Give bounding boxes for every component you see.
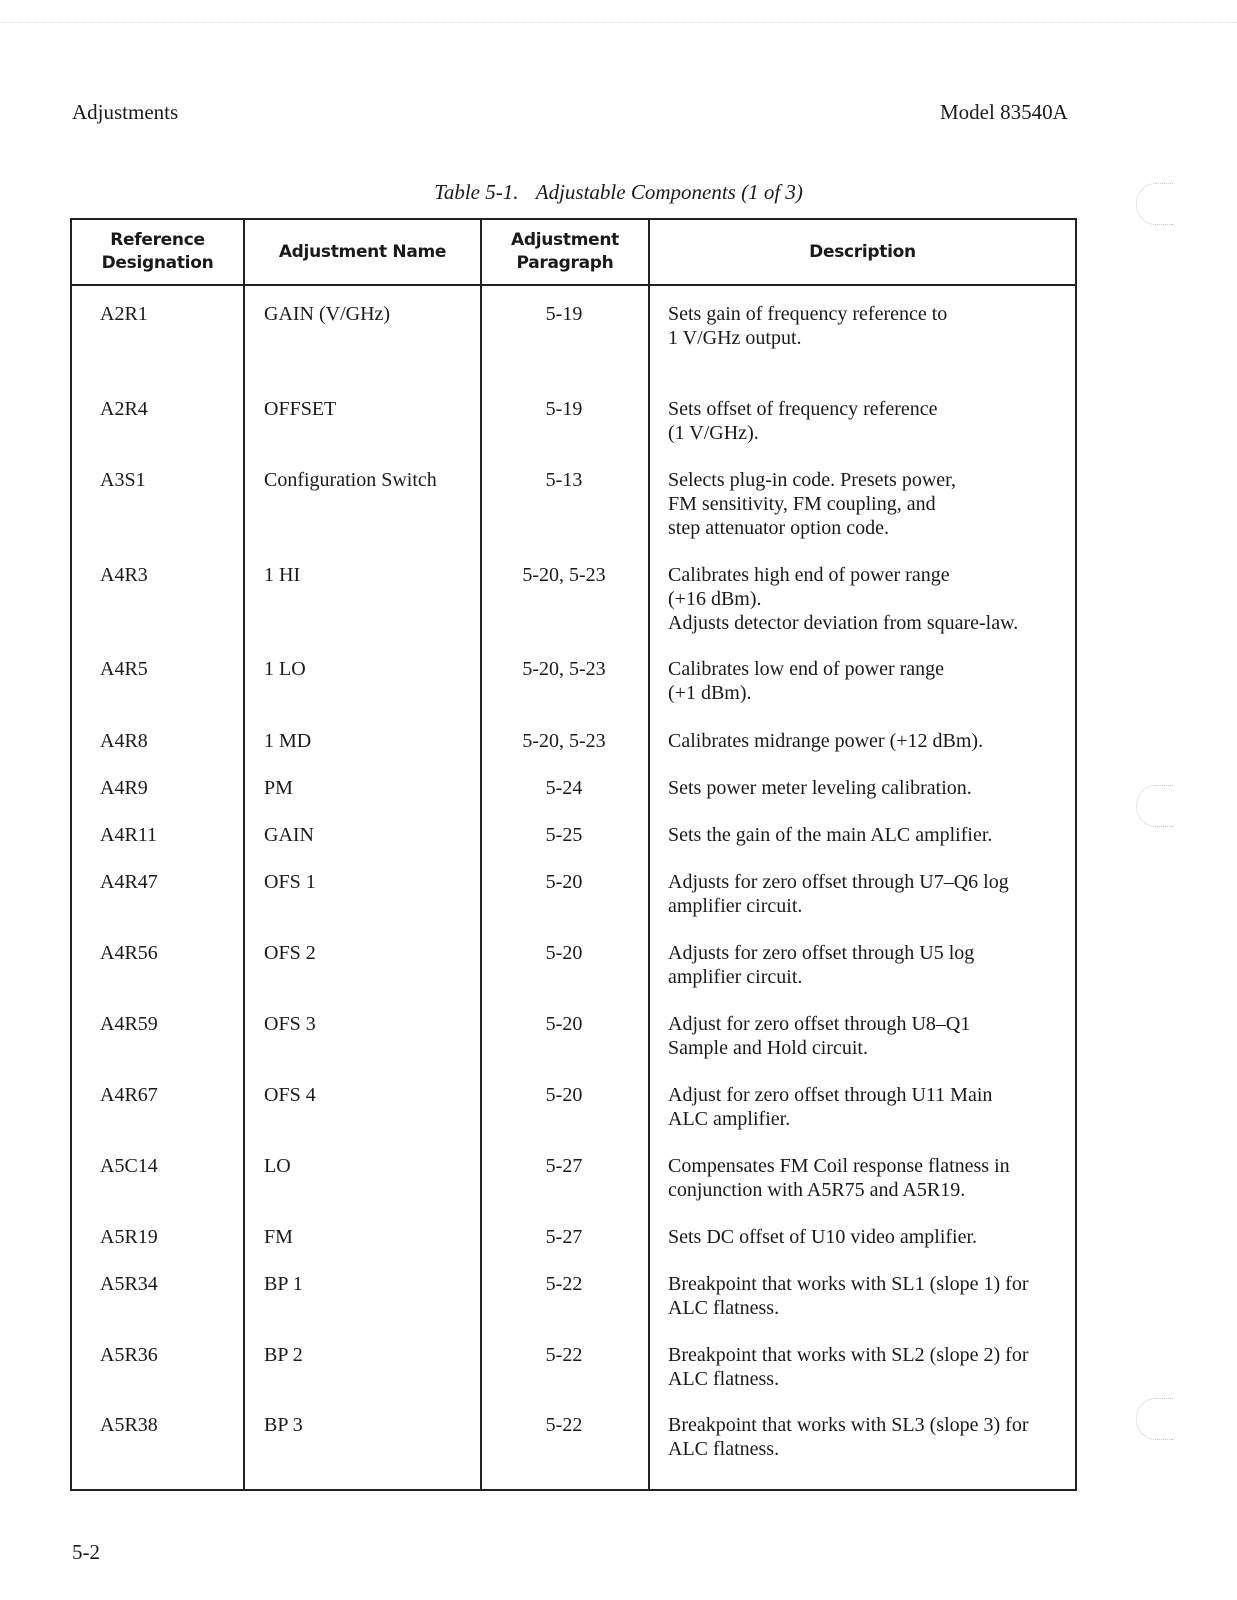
adjustment-name-cell: GAIN (V/GHz): [264, 303, 391, 325]
reference-designation-cell: A2R1: [100, 303, 148, 325]
column-header-adjustment-name: Adjustment Name: [278, 241, 447, 262]
binder-hole: [1136, 1398, 1173, 1440]
adjustment-paragraph-cell: 5-22: [545, 1344, 583, 1366]
scan-top-edge: [0, 22, 1237, 23]
description-cell: Sets offset of frequency reference (1 V/GHz).: [668, 398, 938, 444]
adjustment-paragraph-cell: 5-19: [545, 303, 583, 325]
adjustment-name-cell: BP 2: [264, 1344, 303, 1366]
column-header-adjustment-paragraph: Adjustment Paragraph: [511, 230, 619, 273]
description-cell: Adjusts for zero offset through U7–Q6 log amplifier circuit.: [668, 871, 1009, 917]
adjustment-paragraph-cell: 5-20: [545, 871, 583, 893]
adjustment-name-cell: OFFSET: [264, 398, 337, 420]
adjustment-paragraph-cell: 5-13: [545, 469, 583, 491]
reference-designation-cell: A4R3: [100, 564, 148, 586]
header-divider: [72, 284, 1075, 286]
description-cell: Calibrates low end of power range (+1 dBm).: [668, 658, 945, 704]
description-cell: Adjust for zero offset through U8–Q1 Sample and Hold circuit.: [668, 1013, 971, 1059]
column-divider: [648, 220, 650, 1489]
description-cell: Compensates FM Coil response flatness in conjunction with A5R75 and A5R19.: [668, 1155, 1010, 1201]
adjustment-name-cell: OFS 3: [264, 1013, 316, 1035]
binder-hole: [1136, 785, 1173, 827]
adjustment-paragraph-cell: 5-20, 5-23: [522, 730, 606, 752]
reference-designation-cell: A4R67: [100, 1084, 158, 1106]
adjustment-name-cell: BP 1: [264, 1273, 303, 1295]
description-cell: Adjusts for zero offset through U5 log amplifier circuit.: [668, 942, 975, 988]
adjustment-paragraph-cell: 5-20: [545, 942, 583, 964]
adjustment-paragraph-cell: 5-19: [545, 398, 583, 420]
description-cell: Selects plug-in code. Presets power, FM sensitivity, FM coupling, and step attenuator option code.: [668, 469, 957, 539]
adjustment-name-cell: LO: [264, 1155, 291, 1177]
adjustment-paragraph-cell: 5-25: [545, 824, 583, 846]
column-header-description: Description: [809, 241, 916, 262]
adjustment-name-cell: OFS 4: [264, 1084, 316, 1106]
description-cell: Breakpoint that works with SL3 (slope 3) for ALC flatness.: [668, 1414, 1029, 1460]
column-divider: [243, 220, 245, 1489]
binder-hole: [1136, 183, 1173, 225]
description-cell: Breakpoint that works with SL2 (slope 2) for ALC flatness.: [668, 1344, 1029, 1390]
adjustment-name-cell: OFS 1: [264, 871, 316, 893]
description-cell: Sets gain of frequency reference to 1 V/GHz output.: [668, 303, 948, 349]
running-header-model: Model 83540A: [940, 100, 1068, 124]
adjustment-name-cell: PM: [264, 777, 293, 799]
reference-designation-cell: A5C14: [100, 1155, 158, 1177]
description-cell: Calibrates midrange power (+12 dBm).: [668, 730, 984, 752]
reference-designation-cell: A5R19: [100, 1226, 158, 1248]
description-cell: Sets the gain of the main ALC amplifier.: [668, 824, 993, 846]
reference-designation-cell: A4R47: [100, 871, 158, 893]
adjustment-paragraph-cell: 5-22: [545, 1273, 583, 1295]
description-cell: Sets power meter leveling calibration.: [668, 777, 972, 799]
reference-designation-cell: A4R59: [100, 1013, 158, 1035]
table-caption: [0, 180, 1237, 205]
reference-designation-cell: A4R9: [100, 777, 148, 799]
adjustment-paragraph-cell: 5-27: [545, 1155, 583, 1177]
reference-designation-cell: A5R36: [100, 1344, 158, 1366]
description-cell: Calibrates high end of power range (+16 dBm). Adjusts detector deviation from square-law.: [668, 564, 1019, 634]
adjustment-paragraph-cell: 5-24: [545, 777, 583, 799]
reference-designation-cell: A5R34: [100, 1273, 158, 1295]
adjustment-paragraph-cell: 5-20: [545, 1084, 583, 1106]
column-header-reference-designation: Reference Designation: [101, 230, 214, 273]
adjustment-name-cell: 1 MD: [264, 730, 312, 752]
reference-designation-cell: A2R4: [100, 398, 148, 420]
adjustment-paragraph-cell: 5-27: [545, 1226, 583, 1248]
adjustment-name-cell: FM: [264, 1226, 293, 1248]
table-number: Table 5-1.: [434, 180, 519, 204]
adjustable-components-table: [70, 218, 1077, 1491]
adjustment-name-cell: 1 LO: [264, 658, 306, 680]
reference-designation-cell: A4R5: [100, 658, 148, 680]
description-cell: Sets DC offset of U10 video amplifier.: [668, 1226, 978, 1248]
running-header-section: Adjustments: [72, 100, 179, 124]
adjustment-paragraph-cell: 5-22: [545, 1414, 583, 1436]
adjustment-name-cell: BP 3: [264, 1414, 303, 1436]
reference-designation-cell: A4R11: [100, 824, 158, 846]
adjustment-name-cell: OFS 2: [264, 942, 316, 964]
description-cell: Breakpoint that works with SL1 (slope 1) for ALC flatness.: [668, 1273, 1029, 1319]
adjustment-paragraph-cell: 5-20, 5-23: [522, 658, 606, 680]
adjustment-name-cell: GAIN: [264, 824, 314, 846]
reference-designation-cell: A4R56: [100, 942, 158, 964]
adjustment-paragraph-cell: 5-20, 5-23: [522, 564, 606, 586]
adjustment-name-cell: 1 HI: [264, 564, 301, 586]
page-number: 5-2: [72, 1540, 100, 1564]
table-title: Adjustable Components (1 of 3): [535, 180, 803, 204]
description-cell: Adjust for zero offset through U11 Main ALC amplifier.: [668, 1084, 993, 1130]
reference-designation-cell: A3S1: [100, 469, 146, 491]
adjustment-name-cell: Configuration Switch: [264, 469, 437, 491]
reference-designation-cell: A5R38: [100, 1414, 158, 1436]
reference-designation-cell: A4R8: [100, 730, 148, 752]
adjustment-paragraph-cell: 5-20: [545, 1013, 583, 1035]
